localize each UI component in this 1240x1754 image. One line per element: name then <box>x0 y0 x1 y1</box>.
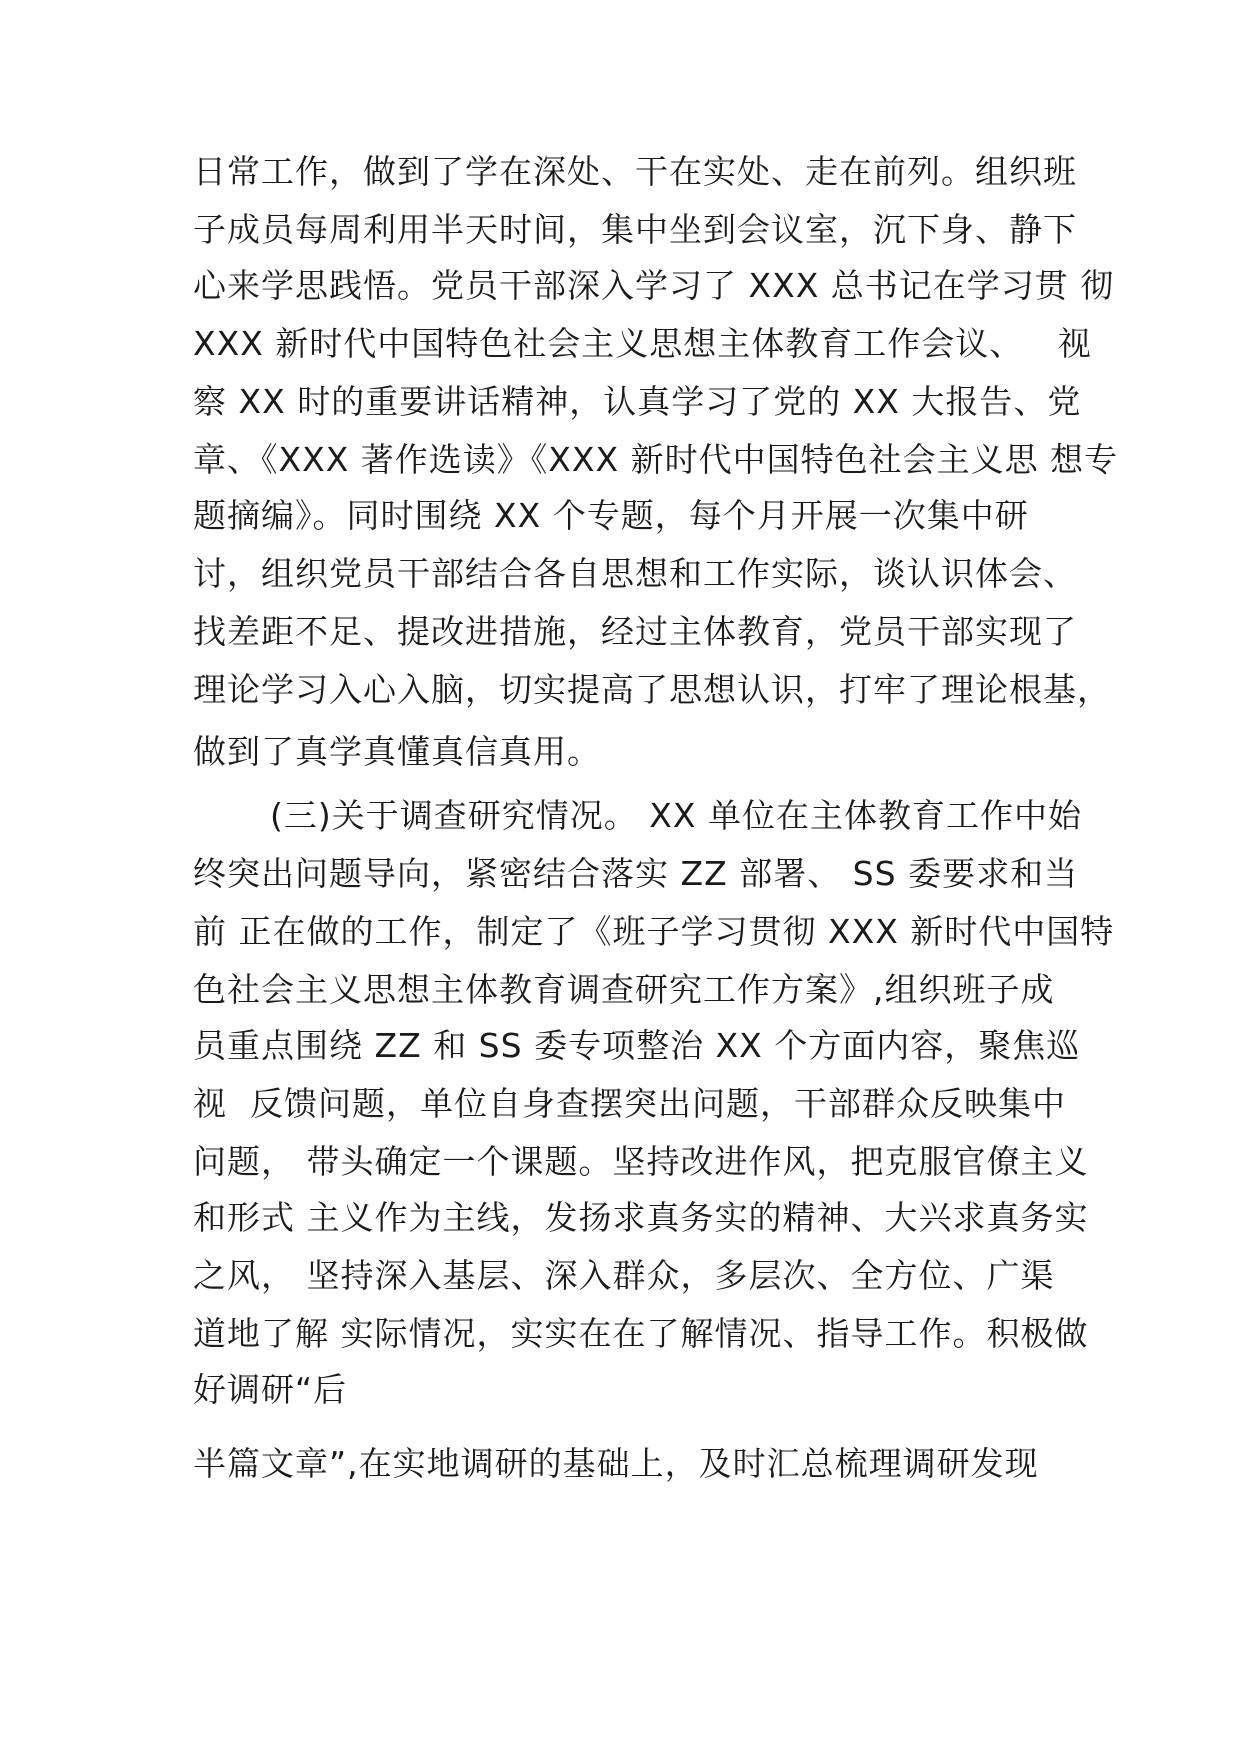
text-line: 道地了解 实际情况，实实在在了解情况、指导工作。积极做 <box>193 1314 1089 1353</box>
text-line: 员重点围绕 ZZ 和 SS 委专项整治 XX 个方面内容，聚焦巡 <box>193 1026 1081 1065</box>
text-line: 好调研“后 <box>193 1370 348 1409</box>
text-line: XXX 新时代中国特色社会主义思想主体教育工作会议、 视 <box>193 324 1092 363</box>
text-line: 之风， 坚持深入基层、深入群众，多层次、全方位、广渠 <box>193 1256 1055 1295</box>
text-line: 找差距不足、提改进措施，经过主体教育，党员干部实现了 <box>193 612 1077 651</box>
text-line: 视 反馈问题，单位自身查摆突出问题，干部群众反映集中 <box>193 1084 1066 1123</box>
text-line: 前 正在做的工作，制定了《班子学习贯彻 XXX 新时代中国特 <box>193 912 1115 951</box>
text-line: 子成员每周利用半天时间，集中坐到会议室，沉下身、静下 <box>193 210 1077 249</box>
section-heading-line: (三)关于调查研究情况。 XX 单位在主体教育工作中始 <box>270 796 1082 835</box>
text-line: 问题， 带头确定一个课题。坚持改进作风，把克服官僚主义 <box>193 1142 1089 1181</box>
text-line: 终突出问题导向，紧密结合落实 ZZ 部署、 SS 委要求和当 <box>193 854 1079 893</box>
text-line: 日常工作，做到了学在深处、干在实处、走在前列。组织班 <box>193 152 1077 191</box>
text-line: 做到了真学真懂真信真用。 <box>193 732 601 771</box>
text-line: 理论学习入心入脑，切实提高了思想认识，打牢了理论根基， <box>193 670 1111 709</box>
text-line: 题摘编》。同时围绕 XX 个专题，每个月开展一次集中研 <box>193 496 1029 535</box>
text-line: 色社会主义思想主体教育调查研究工作方案》,组织班子成 <box>193 970 1055 1009</box>
text-line: 察 XX 时的重要讲话精神，认真学习了党的 XX 大报告、党 <box>193 382 1082 421</box>
text-line: 讨，组织党员干部结合各自思想和工作实际，谈认识体会、 <box>193 554 1077 593</box>
text-line: 半篇文章”,在实地调研的基础上，及时汇总梳理调研发现 <box>193 1444 1039 1483</box>
text-line: 心来学思践悟。党员干部深入学习了 XXX 总书记在学习贯 彻 <box>193 266 1115 305</box>
text-line: 章、《XXX 著作选读》《XXX 新时代中国特色社会主义思 想专 <box>193 440 1119 479</box>
text-line: 和形式 主义作为主线，发扬求真务实的精神、大兴求真务实 <box>193 1198 1089 1237</box>
